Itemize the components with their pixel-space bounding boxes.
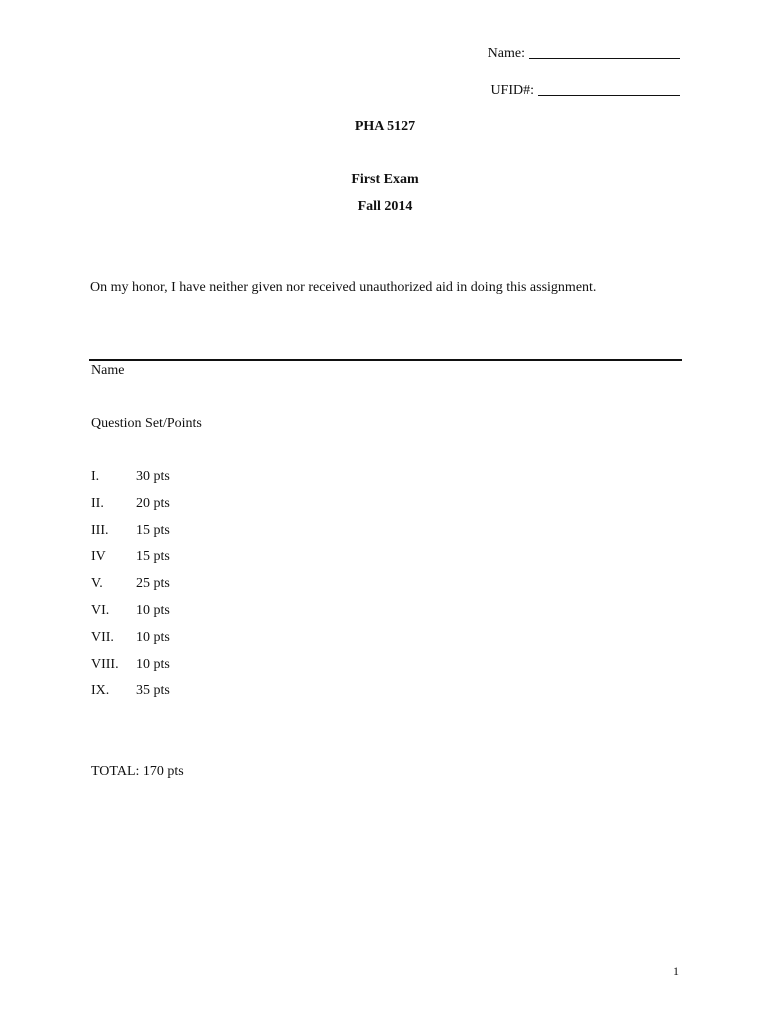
question-set-points: 10 pts <box>136 629 170 645</box>
exam-title: First Exam <box>351 172 419 187</box>
question-set-points: 10 pts <box>136 603 170 618</box>
question-set-row <box>91 496 170 512</box>
page-number: 1 <box>673 964 679 978</box>
question-set-points: 15 pts <box>136 522 170 538</box>
question-set-row <box>91 523 170 539</box>
question-set-row <box>91 683 170 699</box>
question-set-points: 35 pts <box>136 683 170 699</box>
question-set-number: I. <box>91 469 100 484</box>
question-set-points: 30 pts <box>136 469 170 484</box>
question-set-number: III. <box>91 522 109 538</box>
ufid-field-row <box>490 83 680 99</box>
question-set-points: 20 pts <box>136 495 170 511</box>
course-code: PHA 5127 <box>354 119 416 134</box>
question-set-number: IV <box>91 549 106 565</box>
question-set-points: 25 pts <box>136 576 170 592</box>
honor-statement: On my honor, I have neither given nor received unauthorized aid in doing this assignment. <box>90 280 597 295</box>
question-set-row <box>91 603 170 619</box>
signature-line[interactable] <box>89 359 682 361</box>
question-set-number: VIII. <box>91 656 119 672</box>
name-blank-line[interactable] <box>529 57 680 59</box>
name-field-label: Name: <box>487 46 525 61</box>
ufid-blank-line[interactable] <box>538 94 680 96</box>
question-set-number: V. <box>91 576 103 592</box>
question-set-points: 15 pts <box>136 549 170 565</box>
name-field-row <box>488 46 680 62</box>
question-set-row <box>91 657 170 673</box>
question-set-row <box>91 576 170 592</box>
question-set-row <box>91 469 170 485</box>
question-set-number: II. <box>91 495 104 511</box>
question-set-points: 10 pts <box>136 656 170 672</box>
question-set-row <box>91 549 170 565</box>
ufid-field-label: UFID#: <box>490 83 534 98</box>
question-set-number: IX. <box>91 683 110 699</box>
question-set-number: VII. <box>91 629 114 645</box>
question-set-row <box>91 630 170 646</box>
exam-term: Fall 2014 <box>357 199 413 214</box>
total-points: TOTAL: 170 pts <box>91 764 184 779</box>
signature-label: Name <box>91 363 125 378</box>
question-set-number: VI. <box>91 603 110 618</box>
points-heading: Question Set/Points <box>91 416 202 431</box>
